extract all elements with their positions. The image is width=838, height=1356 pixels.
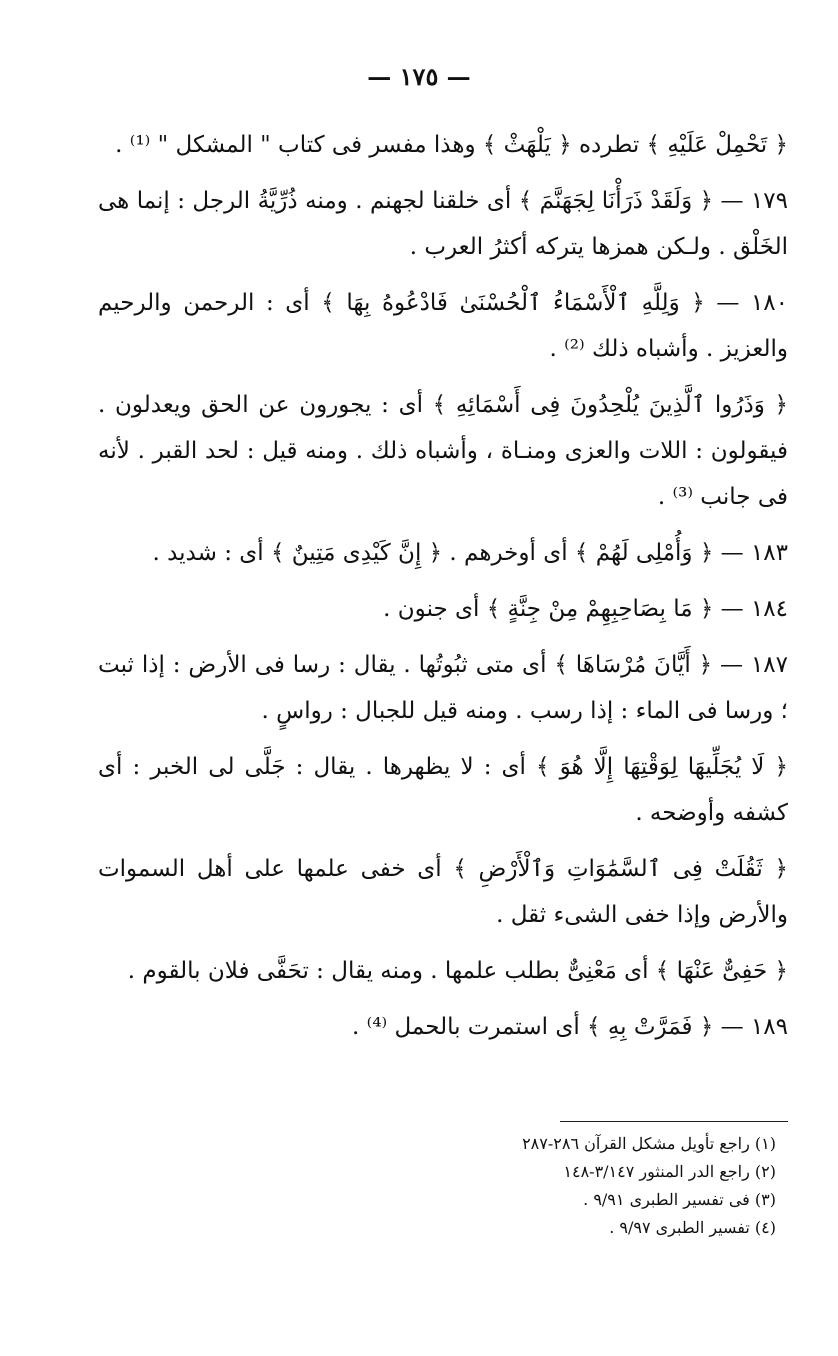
paragraph: ١٧٩ — ﴿ وَلَقَدْ ذَرَأْنَا لِجَهَنَّمَ ﴾ أى خلقنا لجهنم . ومنه ذُرِّيَّةُ الرجل : إنما هى الخَلْق . ولـكن همزها يتركه أكثرُ العرب . — [98, 188, 788, 260]
paragraph: ﴿ حَفِىٌّ عَنْهَا ﴾ أى مَعْنِىٌّ بطلب علمها . ومنه يقال : تحَفَّى فلان بالقوم . — [127, 958, 788, 984]
footnote-divider — [560, 1121, 788, 1122]
footnote: (٣) فى تفسير الطبرى ٩/٩١ . — [583, 1190, 776, 1209]
paragraph: ١٨٣ — ﴿ وَأُمْلِى لَهُمْ ﴾ أى أوخرهم . ﴿ إِنَّ كَيْدِى مَتِينٌ ﴾ أى : شديد . — [152, 540, 788, 566]
footnotes — [420, 1130, 788, 1242]
paragraph: ﴿ وَذَرُوا ٱلَّذِينَ يُلْحِدُونَ فِى أَسْمَائِهِ ﴾ أى : يجورون عن الحق ويعدلون . فيقولون : اللات والعزى ومنـاة ، وأشباه ذلك . ومنه قيل : لحد القبر . لأنه فى جانب ⁽³⁾ . — [98, 392, 788, 510]
footnote: (١) راجع تأويل مشكل القرآن ٢٨٦-٢٨٧ — [522, 1134, 776, 1153]
main-text — [98, 122, 788, 1060]
paragraph: ﴿ تَحْمِلْ عَلَيْهِ ﴾ تطرده ﴿ يَلْهَثْ ﴾ وهذا مفسر فى كتاب " المشكل " ⁽¹⁾ . — [115, 132, 788, 158]
paragraph: ١٨٩ — ﴿ فَمَرَّتْ بِهِ ﴾ أى استمرت بالحمل ⁽⁴⁾ . — [352, 1014, 788, 1040]
paragraph: ١٨٧ — ﴿ أَيَّانَ مُرْسَاهَا ﴾ أى متى ثبُوتُها . يقال : رسا فى الأرض : إذا ثبت ؛ ورسا فى الماء : إذا رسب . ومنه قيل للجبال : رواسٍ . — [98, 652, 788, 724]
paragraph: ﴿ لَا يُجَلِّيهَا لِوَقْتِهَا إِلَّا هُوَ ﴾ أى : لا يظهرها . يقال : جَلَّى لى الخبر : أى كشفه وأوضحه . — [98, 754, 788, 826]
footnote: (٢) راجع الدر المنثور ٣/١٤٧-١٤٨ — [563, 1162, 776, 1181]
page-number: — ١٧٥ — — [367, 62, 471, 91]
paragraph: ١٨٠ — ﴿ وَلِلَّهِ ٱلْأَسْمَاءُ ٱلْحُسْنَىٰ فَادْعُوهُ بِهَا ﴾ أى : الرحمن والرحيم والعزيز . وأشباه ذلك ⁽²⁾ . — [98, 290, 788, 362]
paragraph: ١٨٤ — ﴿ مَا بِصَاحِبِهِمْ مِنْ جِنَّةٍ ﴾ أى جنون . — [383, 596, 788, 622]
footnote: (٤) تفسير الطبرى ٩/٩٧ . — [609, 1218, 776, 1237]
paragraph: ﴿ ثَقُلَتْ فِى ٱلسَّمَٰوَاتِ وَٱلْأَرْضِ ﴾ أى خفى علمها على أهل السموات والأرض وإذا خفى الشىء ثقل . — [98, 856, 788, 928]
